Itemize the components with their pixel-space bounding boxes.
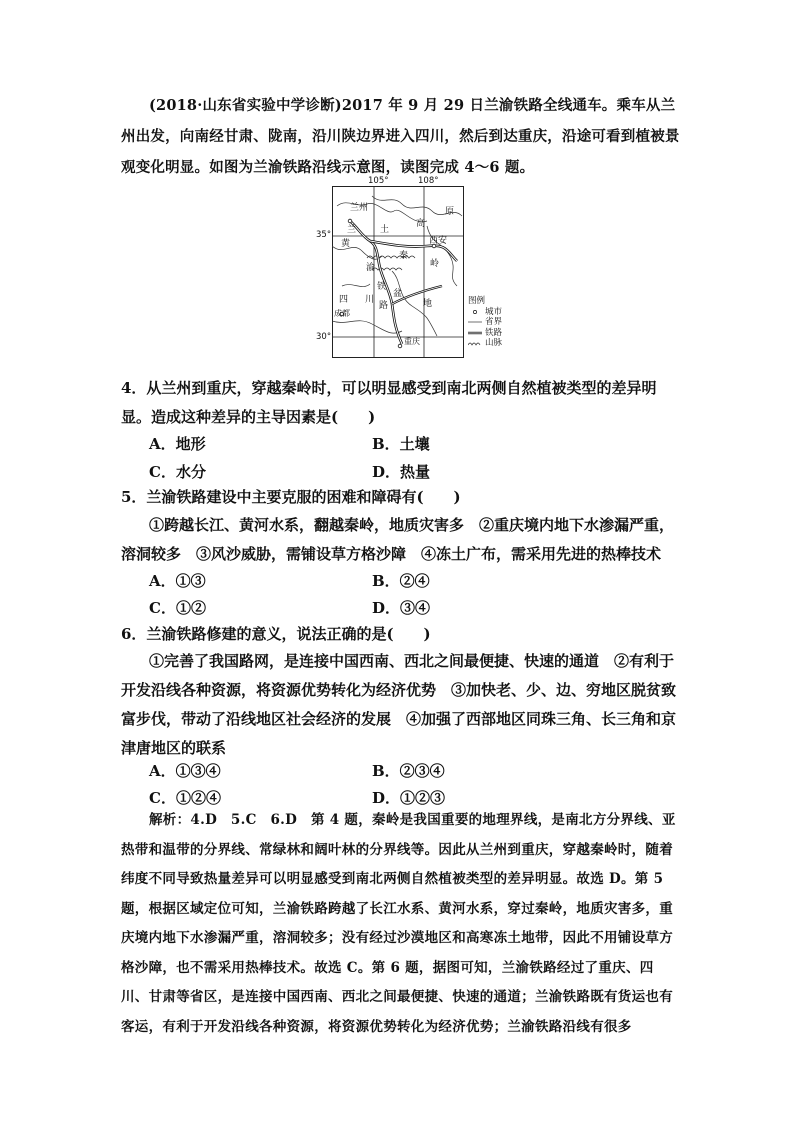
label-tu: 土 — [380, 225, 390, 235]
legend-label-city: 城市 — [485, 306, 503, 317]
label-huang: 黄 — [341, 239, 351, 249]
analysis-paragraph: 解析：4.D 5.C 6.D 第 4 题，秦岭是我国重要的地理界线，是南北方分界线、亚热带和温带的分界线、常绿林和阔叶林的分界线等。因此从兰州到重庆，穿越秦岭时，随着纬度不同导致热量差异可以明显感受到南北两侧自然植被类型的差异明显。故选 D。第 5 题，根据区域定位可知，兰渝铁路跨越了长江水系、黄河水系，穿过秦岭，地质灾害多，重庆境内地下水渗漏严重，溶洞较多；没有经过沙漠地区和高寒冻土地带，因此不用铺设草方格沙障，也不需采用热棒技术。故选 C。第 6 题，据图可知，兰渝铁路经过了重庆、四川、甘肃等省区，是连接中国西南、西北之间最便捷、快速的通道；兰渝铁路既有货运也有客运，有利于开发沿线各种资源，将资源优势转化为经济优势；兰渝铁路沿线有很多 — [121, 812, 676, 1035]
label-yuan: 原 — [445, 207, 455, 217]
map-legend — [468, 296, 502, 349]
label-chongqing: 重庆 — [404, 337, 420, 346]
legend-label-border: 省界 — [485, 317, 503, 327]
label-qin: 秦 — [399, 251, 409, 261]
legend-item-city — [468, 307, 502, 318]
lon-label-108: 108° — [418, 176, 439, 186]
label-pen: 盆 — [393, 289, 403, 299]
legend-label-mountain: 山脉 — [485, 338, 503, 348]
q5-statements: ①跨越长江、黄河水系，翻越秦岭，地质灾害多 ②重庆境内地下水渗漏严重，溶洞较多 ③风沙威胁，需铺设草方格沙障 ④冻土广布，需采用先进的热棒技术 — [121, 516, 675, 563]
label-chengdu: 成都 — [334, 309, 350, 318]
border-symbol-icon — [468, 318, 482, 326]
mountain-symbol-icon — [468, 339, 482, 347]
q4-option-c: C．水分 — [149, 463, 206, 481]
city-symbol-icon — [468, 308, 482, 316]
question-5-stem: 5．兰渝铁路建设中主要克服的困难和障碍有( ) — [121, 488, 461, 506]
question-4-stem: 4．从兰州到重庆，穿越秦岭时，可以明显感受到南北两侧自然植被类型的差异明显。造成这种差异的主导因素是( ) — [121, 379, 657, 426]
label-tie: 铁 — [377, 282, 387, 292]
legend-item-mountain — [468, 338, 502, 349]
legend-item-border — [468, 317, 502, 328]
intro-paragraph: (2018·山东省实验中学诊断)2017 年 9 月 29 日兰渝铁路全线通车。乘车从兰州出发，向南经甘肃、陇南，沿川陕边界进入四川，然后到达重庆，沿途可看到植被景观变化明显。如图为兰渝铁路沿线示意图，读图完成 4～6 题。 — [121, 97, 680, 176]
q6-option-a: A．①③④ — [149, 762, 221, 780]
lanyu-railway-map — [332, 186, 464, 358]
q6-option-b: B．②③④ — [372, 762, 445, 780]
legend-label-railway: 铁路 — [485, 327, 503, 338]
lat-label-35: 35° — [316, 230, 332, 240]
q4-option-b: B．土壤 — [372, 435, 430, 453]
q6-option-c: C．①②④ — [149, 789, 221, 807]
q6-option-d: D．①②③ — [372, 789, 446, 807]
city-lanzhou-marker — [348, 219, 352, 223]
q5-option-a: A．①③ — [149, 572, 206, 590]
label-lan: 兰 — [347, 225, 357, 235]
q4-option-a: A．地形 — [149, 435, 206, 453]
legend-title: 图例 — [468, 296, 486, 306]
q5-option-d: D．③④ — [372, 599, 431, 617]
question-6-stem: 6．兰渝铁路修建的意义，说法正确的是( ) — [121, 625, 431, 643]
label-yu: 渝 — [366, 263, 376, 273]
q5-option-c: C．①② — [149, 599, 206, 617]
label-lanzhou: 兰州 — [350, 203, 369, 213]
city-chongqing-marker — [398, 344, 402, 348]
label-xian: 西安 — [429, 236, 448, 246]
q6-statements: ①完善了我国路网，是连接中国西南、西北之间最便捷、快速的通道 ②有利于开发沿线各种资源，将资源优势转化为经济优势 ③加快老、少、边、穷地区脱贫致富步伐，带动了沿线地区社会经济的发展 ④加强了西部地区同珠三角、长三角和京津唐地区的联系 — [121, 652, 677, 757]
label-si: 四 — [339, 295, 349, 305]
railway-symbol-icon — [468, 329, 482, 337]
label-chuan: 川 — [365, 295, 375, 305]
label-ling: 岭 — [430, 259, 440, 269]
legend-item-railway — [468, 328, 502, 339]
label-gao: 高 — [416, 219, 426, 229]
q5-option-b: B．②④ — [372, 572, 430, 590]
lon-label-105: 105° — [368, 176, 389, 186]
label-lu: 路 — [379, 301, 389, 311]
label-di: 地 — [423, 299, 433, 309]
lat-label-30: 30° — [316, 332, 332, 342]
q4-option-d: D．热量 — [372, 463, 431, 481]
